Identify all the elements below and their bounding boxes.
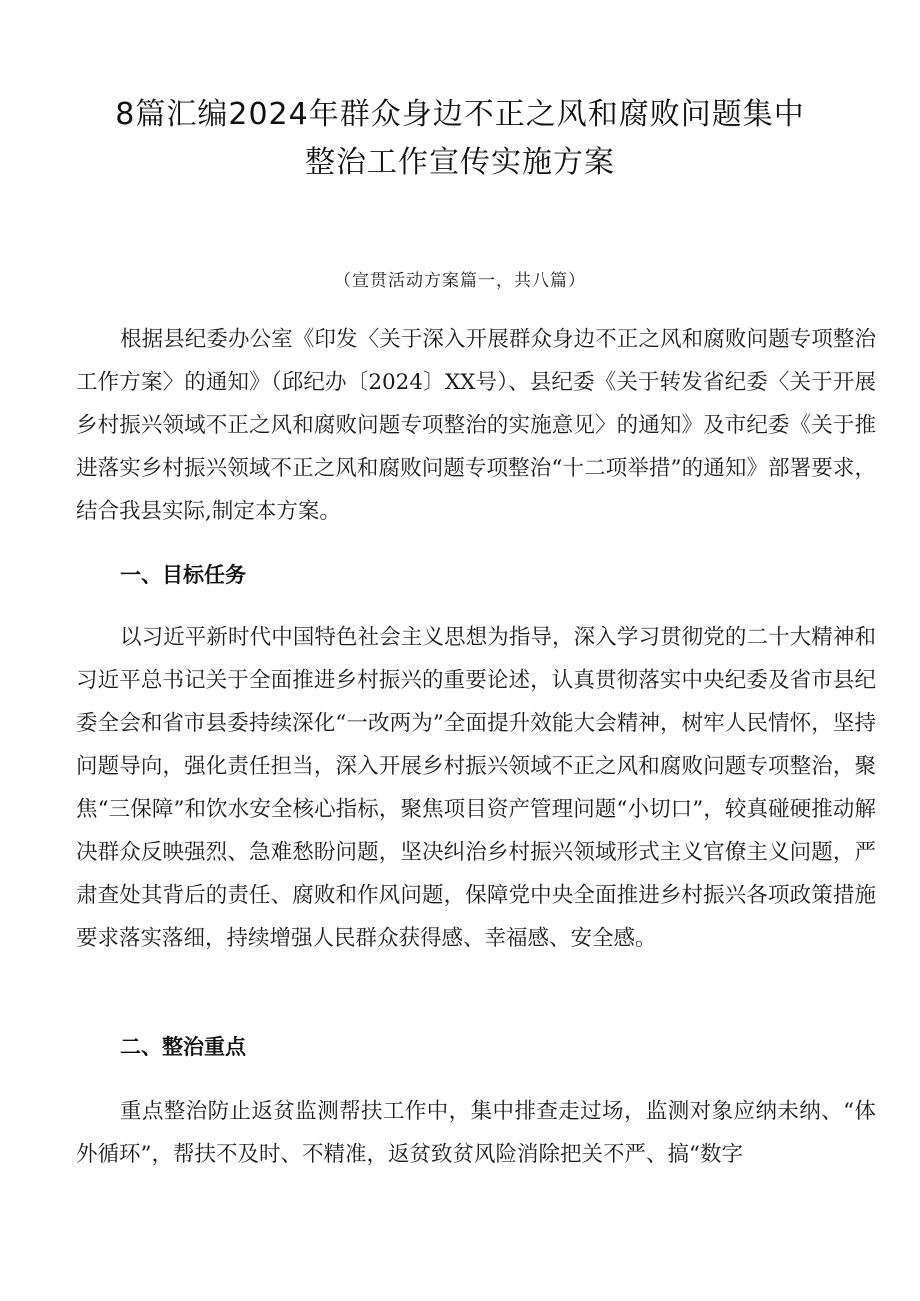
section-heading-goals: 一、目标任务 bbox=[120, 563, 246, 587]
paragraph-focus: 重点整治防止返贫监测帮扶工作中，集中排查走过场，监测对象应纳未纳、“体外循环”，帮扶不及时、不精准，返贫致贫风险消除把关不严、搞“数字 bbox=[76, 1099, 876, 1167]
paragraph-goals: 以习近平新时代中国特色社会主义思想为指导，深入学习贯彻党的二十大精神和习近平总书记关于全面推进乡村振兴的重要论述，认真贯彻落实中央纪委及省市县纪委全会和省市县委持续深化“一改两为”全面提升效能大会精神，树牢人民情怀，坚持问题导向，强化责任担当，深入开展乡村振兴领域不正之风和腐败问题专项整治，聚焦“三保障”和饮水安全核心指标，聚焦项目资产管理问题“小切口”，较真碰硬推动解决群众反映强烈、急难愁盼问题，坚决纠治乡村振兴领域形式主义官僚主义问题，严肃查处其背后的责任、腐败和作风问题，保障党中央全面推进乡村振兴各项政策措施要求落实落细，持续增强人民群众获得感、幸福感、安全感。 bbox=[76, 625, 876, 951]
paragraph-intro: 根据县纪委办公室《印发〈关于深入开展群众身边不正之风和腐败问题专项整治工作方案〉的通知》（邱纪办〔2024〕XX号）、县纪委《关于转发省纪委〈关于开展乡村振兴领域不正之风和腐败问题专项整治的实施意见〉的通知》及市纪委《关于推进落实乡村振兴领域不正之风和腐败问题专项整治“十二项举措”的通知》部署要求，结合我县实际,制定本方案。 bbox=[76, 327, 876, 524]
section-heading-focus: 二、整治重点 bbox=[120, 1035, 246, 1059]
document-title-line-2: 整治工作宣传实施方案 bbox=[305, 145, 615, 180]
document-subtitle: （宣贯活动方案篇一，共八篇） bbox=[334, 271, 586, 291]
document-title-line-1: 8篇汇编2024年群众身边不正之风和腐败问题集中 bbox=[115, 97, 805, 132]
